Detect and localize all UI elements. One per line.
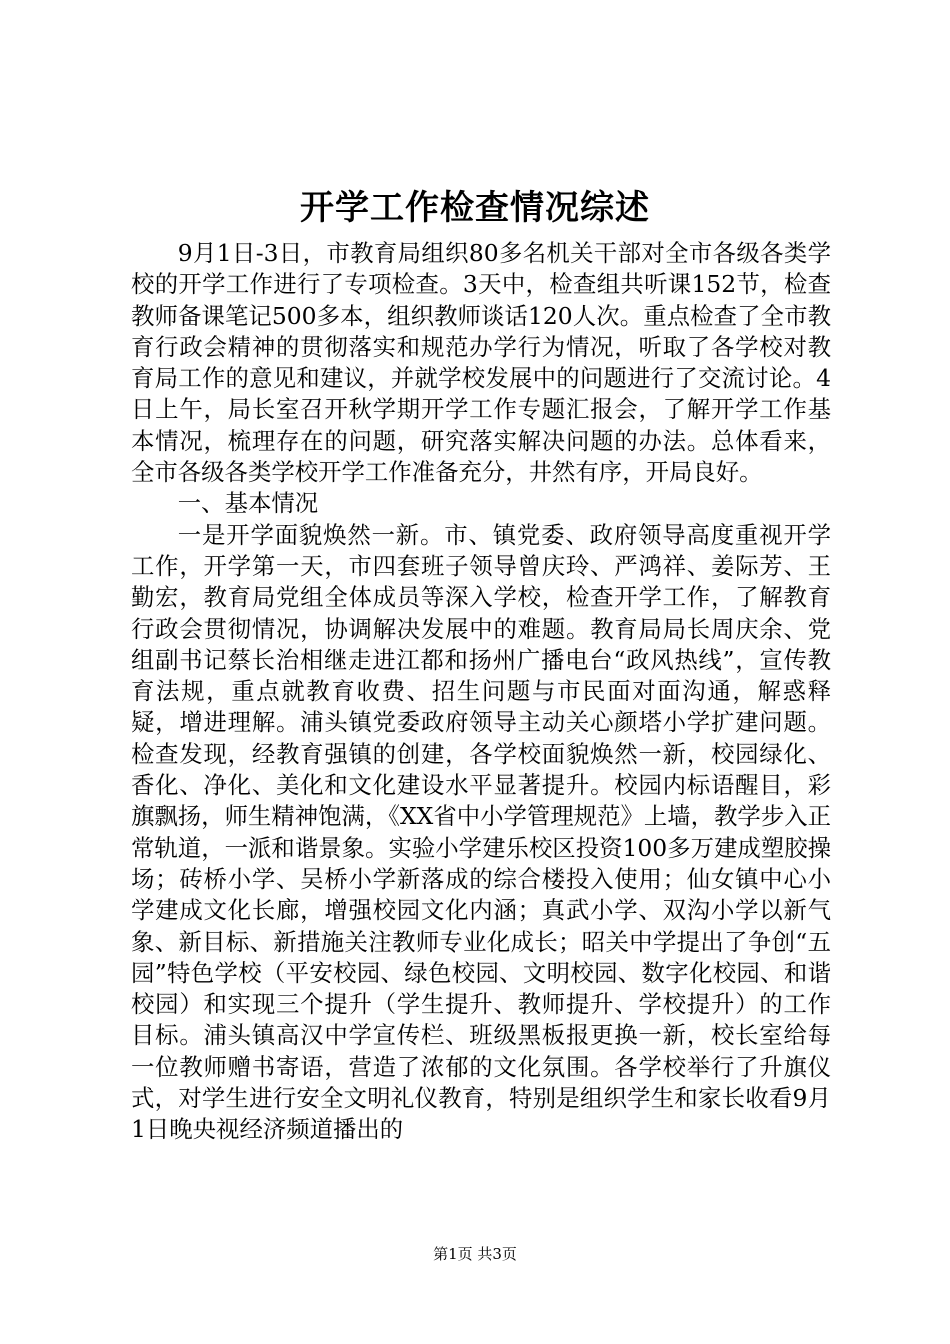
- section-heading: 一、基本情况: [177, 489, 319, 518]
- page-footer: 第1页 共3页: [433, 1245, 517, 1263]
- intro-paragraph: 9月1日-3日，市教育局组织80多名机关干部对全市各级各类学校的开学工作进行了专项检查。3天中，检查组共听课152节，检查教师备课笔记500多本，组织教师谈话120人次。重点检查了全市教育行政会精神的贯彻落实和规范办学行为情况，听取了各学校对教育局工作的意见和建议，并就学校发展中的问题进行了交流讨论。4日上午，局长室召开秋学期开学工作专题汇报会，了解开学工作基本情况，梳理存在的问题，研究落实解决问题的办法。总体看来，全市各级各类学校开学工作准备充分，井然有序，开局良好。: [131, 239, 831, 487]
- document-title: 开学工作检查情况综述: [300, 188, 650, 228]
- body-paragraph: 一是开学面貌焕然一新。市、镇党委、政府领导高度重视开学工作，开学第一天，市四套班子领导曾庆玲、严鸿祥、姜际芳、王勤宏，教育局党组全体成员等深入学校，检查开学工作，了解教育行政会贯彻情况，协调解决发展中的难题。教育局局长周庆余、党组副书记蔡长治相继走进江都和扬州广播电台“政风热线”，宣传教育法规，重点就教育收费、招生问题与市民面对面沟通，解惑释疑，增进理解。浦头镇党委政府领导主动关心颜塔小学扩建问题。检查发现，经教育强镇的创建，各学校面貌焕然一新，校园绿化、香化、净化、美化和文化建设水平显著提升。校园内标语醒目，彩旗飘扬，师生精神饱满，《XX省中小学管理规范》上墙，教学步入正常轨道，一派和谐景象。实验小学建乐校区投资100多万建成塑胶操场；砖桥小学、吴桥小学新落成的综合楼投入使用；仙女镇中心小学建成文化长廊，增强校园文化内涵；真武小学、双沟小学以新气象、新目标、新措施关注教师专业化成长；昭关中学提出了争创“五园”特色学校（平安校园、绿色校园、文明校园、数字化校园、和谐校园）和实现三个提升（学生提升、教师提升、学校提升）的工作目标。浦头镇高汉中学宣传栏、班级黑板报更换一新，校长室给每一位教师赠书寄语，营造了浓郁的文化氛围。各学校举行了升旗仪式，对学生进行安全文明礼仪教育，特别是组织学生和家长收看9月1日晚央视经济频道播出的: [131, 520, 831, 1144]
- document-body: [131, 238, 831, 1146]
